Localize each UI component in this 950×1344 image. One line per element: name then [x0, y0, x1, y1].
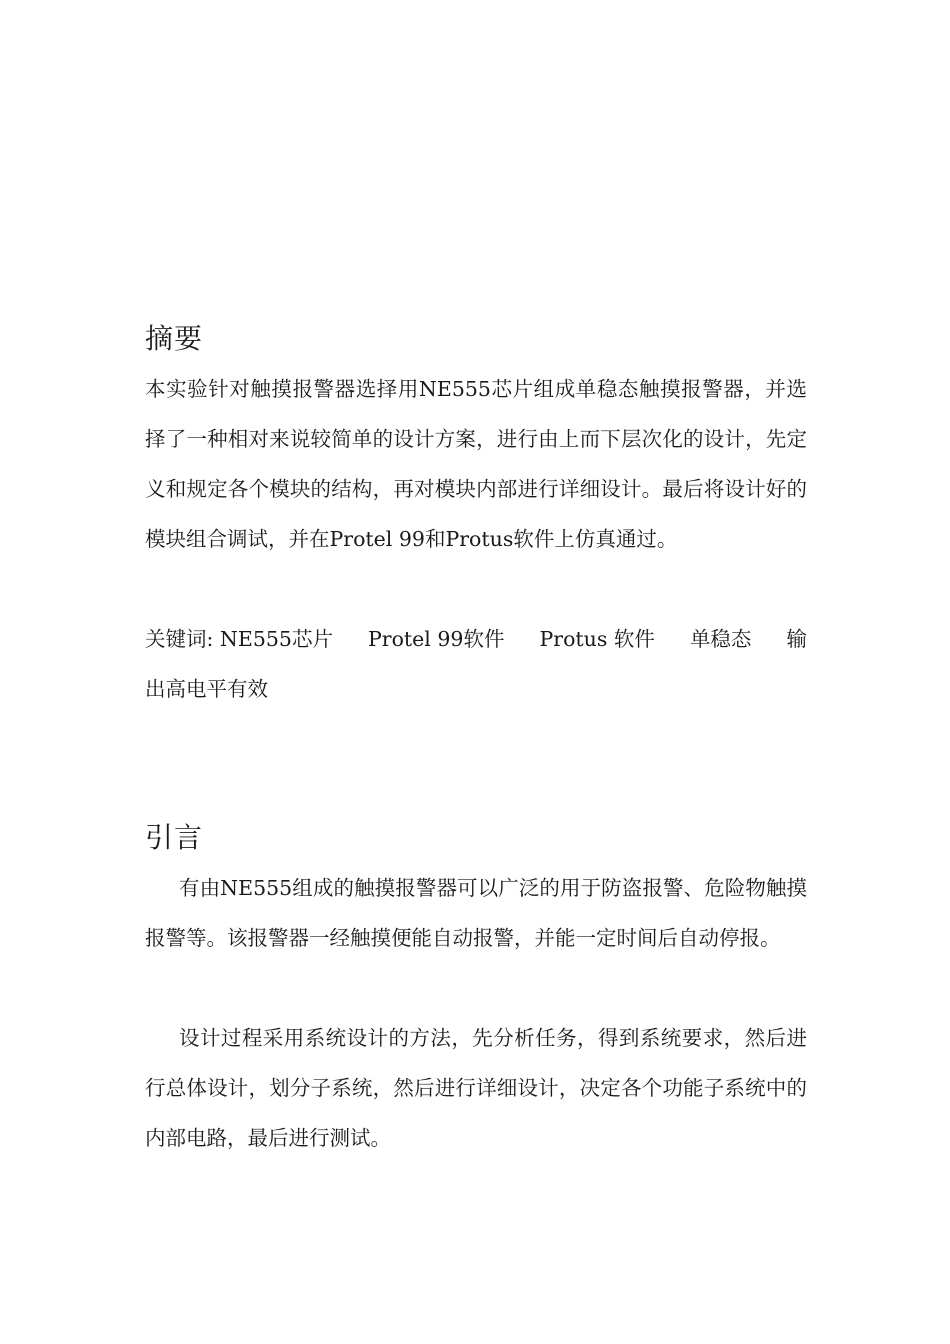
keywords-block — [145, 614, 807, 714]
abstract-body: 本实验针对触摸报警器选择用NE555芯片组成单稳态触摸报警器，并选择了一种相对来说较简单的设计方案，进行由上而下层次化的设计，先定义和规定各个模块的结构，再对模块内部进行详细设计。最后将设计好的模块组合调试，并在Protel 99和Protus软件上仿真通过。 — [145, 377, 807, 551]
introduction-heading: 引言 — [145, 821, 204, 854]
keywords-line-1 — [145, 614, 807, 664]
keyword-item: 单稳态 — [689, 627, 752, 651]
keywords-line-2: 出高电平有效 — [145, 677, 268, 701]
keywords-label-item: 关键词: NE555芯片 — [145, 627, 333, 651]
keyword-item: 输 — [786, 627, 807, 651]
keyword-item: Protus 软件 — [539, 627, 655, 651]
keyword-item: Protel 99软件 — [367, 627, 505, 651]
introduction-paragraph: 有由NE555组成的触摸报警器可以广泛的用于防盗报警、危险物触摸报警等。该报警器一经触摸便能自动报警，并能一定时间后自动停报。 — [145, 876, 807, 950]
abstract-heading: 摘要 — [145, 322, 204, 355]
introduction-paragraph: 设计过程采用系统设计的方法，先分析任务，得到系统要求，然后进行总体设计，划分子系统，然后进行详细设计，决定各个功能子系统中的内部电路，最后进行测试。 — [145, 1026, 807, 1150]
